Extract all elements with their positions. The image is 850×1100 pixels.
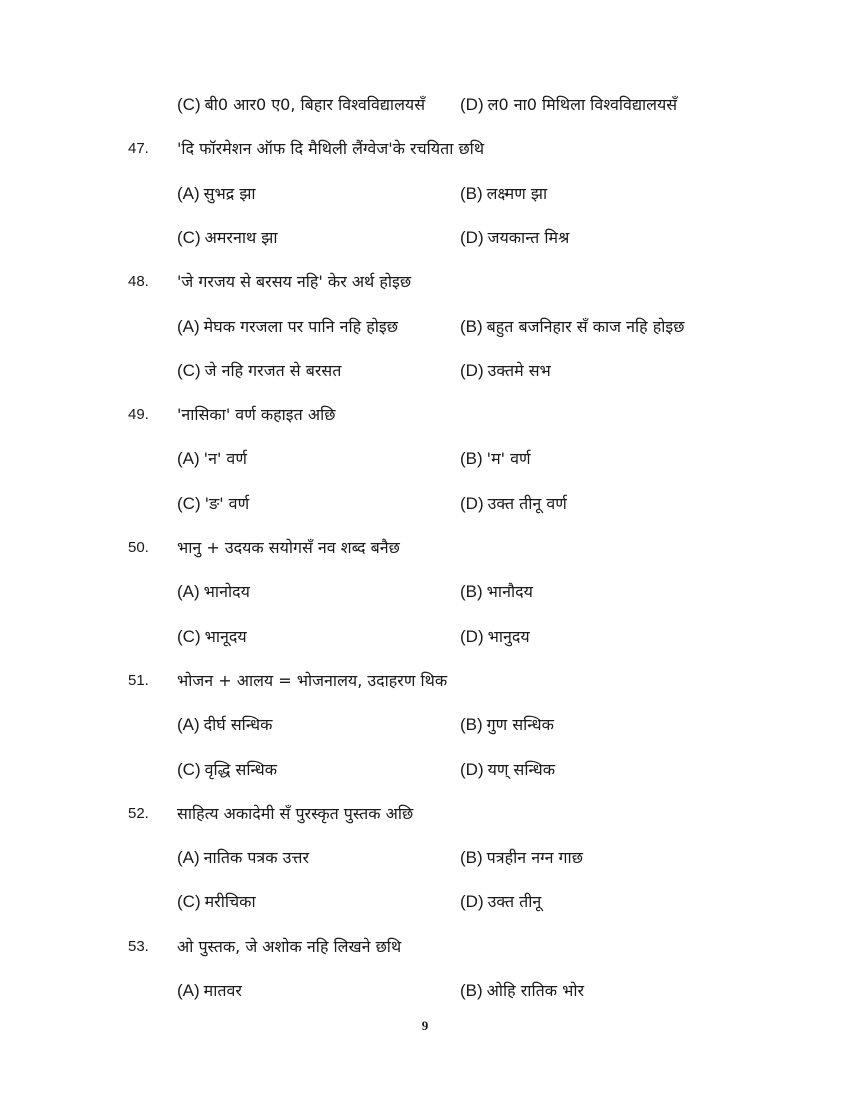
question-text: भोजन + आलय = भोजनालय, उदाहरण थिक [177,671,448,690]
option-text: मातवर [203,981,242,1000]
option [460,228,569,248]
option-text: उक्तमे सभ [487,361,551,380]
option [177,981,242,1001]
option-text: उक्त तीनू [487,892,542,911]
option-letter: (C) [177,892,201,911]
option-letter: (A) [177,449,200,468]
option-text: सुभद्र झा [203,184,256,203]
option-text: लक्ष्मण झा [486,184,548,203]
option-letter: (B) [460,184,483,203]
option [177,892,256,912]
option [177,317,398,337]
option-letter: (A) [177,848,200,867]
option-letter: (D) [460,361,484,380]
option-letter: (A) [177,715,200,734]
option [177,184,256,204]
option [460,582,533,602]
option-text: दीर्घ सन्धिक [203,715,273,734]
option-text: जे नहि गरजत से बरसत [204,361,342,380]
option [460,449,531,469]
option [460,184,547,204]
option-letter: (C) [177,627,201,646]
option [460,95,677,115]
question-number: 48. [128,273,149,290]
page-number: 9 [421,1018,429,1033]
option-letter: (B) [460,582,483,601]
option-text: पत्रहीन नग्न गाछ [486,848,583,867]
option [177,361,341,381]
option-text: अमरनाथ झा [204,228,278,247]
question-text: साहित्य अकादेमी सँ पुरस्कृत पुस्तक अछि [177,804,414,823]
question-text: ओ पुस्तक, जे अशोक नहि लिखने छथि [177,937,402,956]
option [177,715,272,735]
option-text: नातिक पत्रक उत्तर [203,848,309,867]
option-letter: (B) [460,981,483,1000]
option [460,715,554,735]
option [460,848,583,868]
option [177,848,309,868]
option-text: भानूदय [204,627,247,646]
option-letter: (D) [460,627,484,646]
option-text: ओहि रातिक भोर [486,981,585,1000]
question-number: 52. [128,805,149,822]
option-text: मेघक गरजला पर पानि नहि होइछ [203,317,398,336]
option [177,627,247,647]
option-letter: (C) [177,95,201,114]
option-text: बहुत बजनिहार सँ काज नहि होइछ [486,317,685,336]
option [460,317,684,337]
option-text: जयकान्त मिश्र [487,228,570,247]
option [460,760,555,780]
option-text: भानौदय [486,582,533,601]
option-text: 'म' वर्ण [486,449,531,468]
option [177,760,277,780]
option [177,582,250,602]
option-letter: (C) [177,760,201,779]
question-number: 49. [128,406,149,423]
option-text: मरीचिका [204,892,256,911]
option [460,981,584,1001]
question-text: 'जे गरजय से बरसय नहि' केर अर्थ होइछ [177,272,412,291]
option-text: ल0 ना0 मिथिला विश्वविद्यालयसँ [487,95,678,114]
option-letter: (A) [177,582,200,601]
option-letter: (D) [460,95,484,114]
option-letter: (C) [177,228,201,247]
question-number: 50. [128,539,149,556]
option-letter: (D) [460,892,484,911]
option-letter: (B) [460,317,483,336]
option-text: भानोदय [203,582,250,601]
question-text: भानु + उदयक सयोगसँ नव शब्द बनैछ [177,538,400,557]
option-text: भानुदय [487,627,530,646]
option-letter: (D) [460,228,484,247]
option-letter: (D) [460,760,484,779]
question-number: 51. [128,672,149,689]
option-letter: (B) [460,848,483,867]
option-letter: (A) [177,184,200,203]
option-letter: (D) [460,494,484,513]
option [177,95,425,115]
option [177,228,278,248]
option-text: उक्त तीनू वर्ण [487,494,567,513]
option [177,494,249,514]
option-letter: (A) [177,981,200,1000]
option-letter: (B) [460,449,483,468]
option [460,627,530,647]
question-text: 'नासिका' वर्ण कहाइत अछि [177,405,336,424]
question-text: 'दि फॉरमेशन ऑफ दि मैथिली लैंग्वेज'के रचयिता छथि [177,139,485,158]
option [460,494,567,514]
question-number: 53. [128,938,149,955]
option-letter: (C) [177,361,201,380]
option [460,361,551,381]
option-letter: (B) [460,715,483,734]
option-letter: (C) [177,494,201,513]
option-text: गुण सन्धिक [486,715,554,734]
option-letter: (A) [177,317,200,336]
option [177,449,247,469]
option-text: यण् सन्धिक [487,760,556,779]
option-text: 'ङ' वर्ण [204,494,250,513]
option-text: 'न' वर्ण [203,449,247,468]
question-number: 47. [128,140,149,157]
option-text: बी0 आर0 ए0, बिहार विश्वविद्यालयसँ [204,95,426,114]
option [460,892,541,912]
option-text: वृद्धि सन्धिक [204,760,278,779]
